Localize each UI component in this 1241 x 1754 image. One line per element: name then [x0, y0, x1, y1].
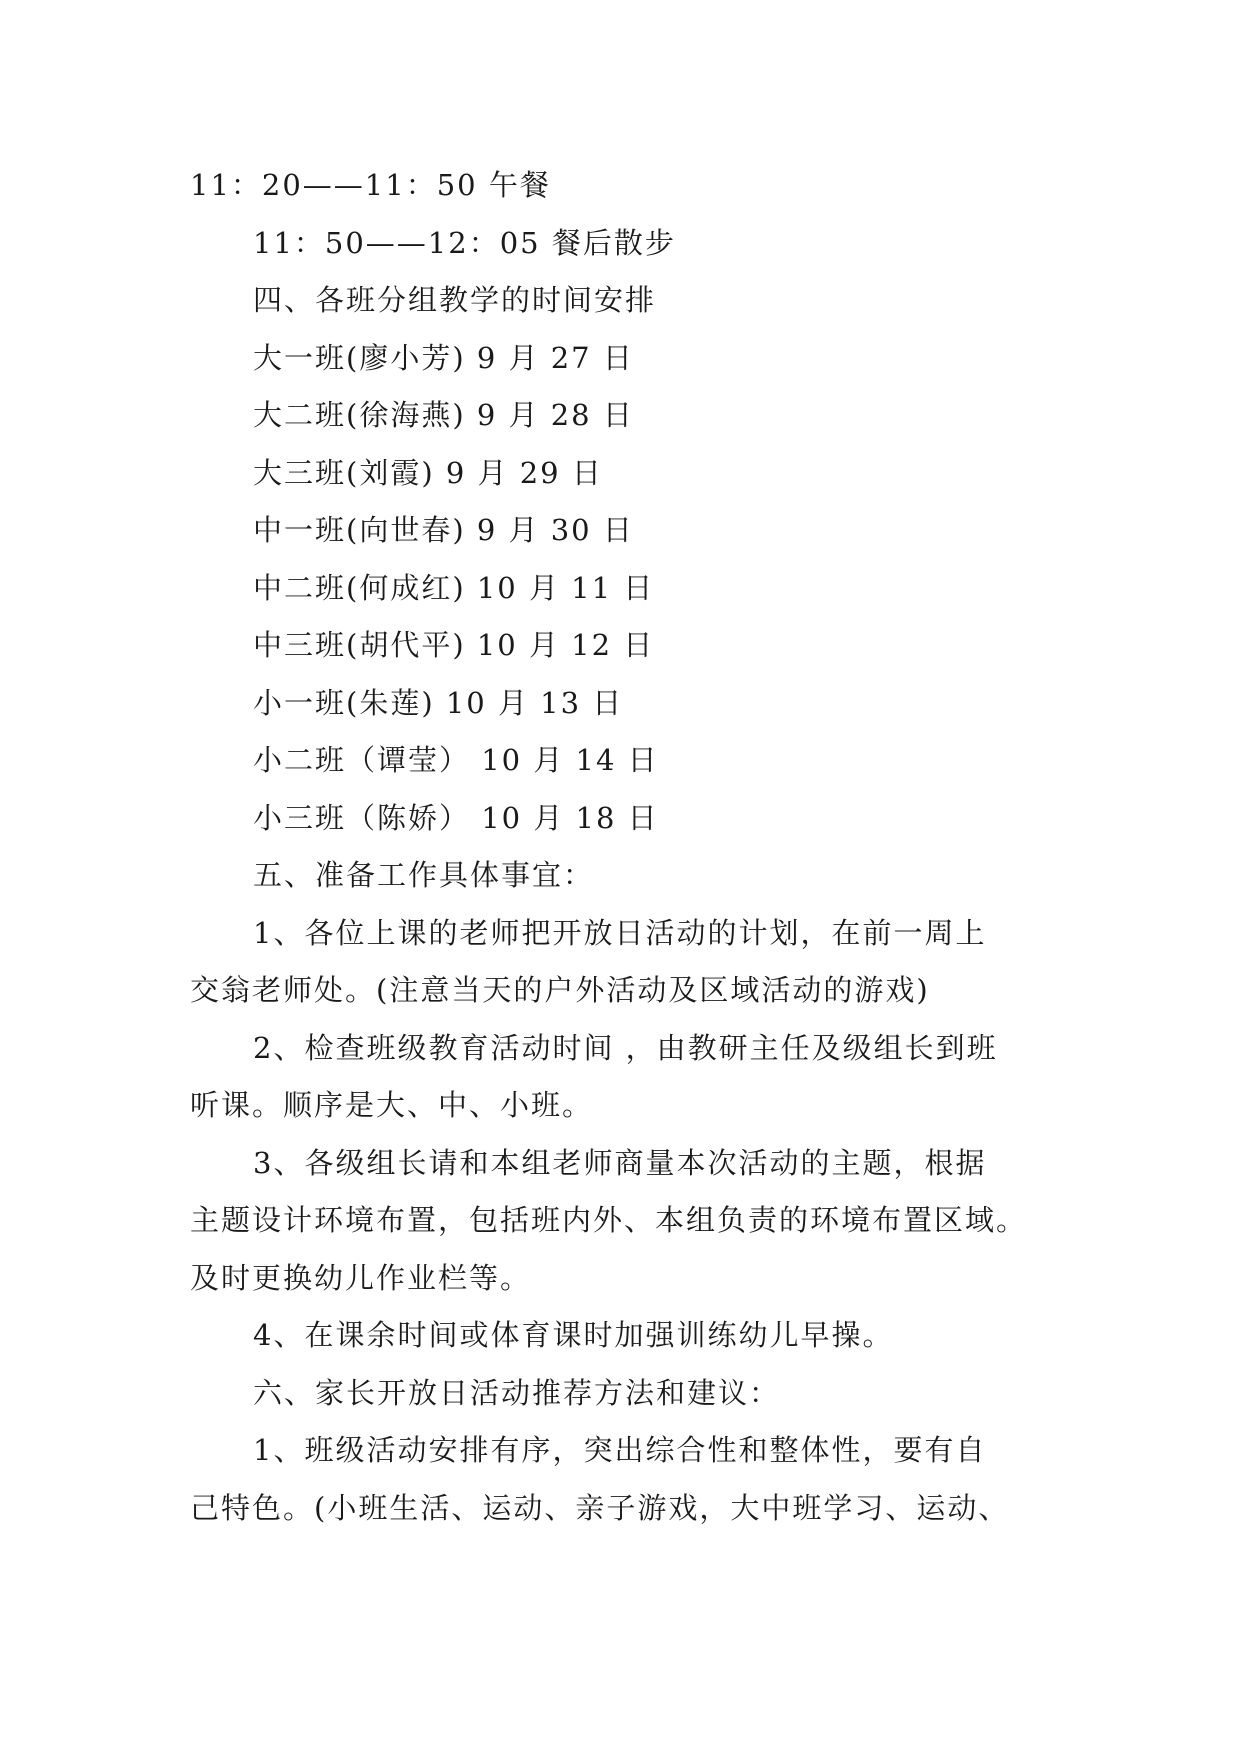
paragraph-line: 1、各位上课的老师把开放日活动的计划，在前一周上 [253, 916, 987, 950]
schedule-walk-line: 11：50——12：05 餐后散步 [253, 226, 676, 260]
class-schedule-item: 小一班(朱莲) 10 月 13 日 [253, 686, 624, 720]
class-schedule-item: 大三班(刘霞) 9 月 29 日 [253, 456, 603, 490]
class-schedule-item: 大二班(徐海燕) 9 月 28 日 [253, 398, 634, 432]
section-five-heading: 五、准备工作具体事宜： [253, 858, 595, 892]
paragraph-line: 3、各级组长请和本组老师商量本次活动的主题，根据 [253, 1146, 987, 1180]
section-six-heading: 六、家长开放日活动推荐方法和建议： [253, 1376, 781, 1410]
schedule-lunch-line: 11：20——11：50 午餐 [190, 168, 551, 202]
class-schedule-item: 大一班(廖小芳) 9 月 27 日 [253, 341, 634, 375]
paragraph-line: 及时更换幼儿作业栏等。 [190, 1261, 532, 1295]
class-schedule-item: 中一班(向世春) 9 月 30 日 [253, 513, 634, 547]
paragraph-line: 2、检查班级教育活动时间 ，由教研主任及级组长到班 [253, 1031, 998, 1065]
paragraph-line: 4、在课余时间或体育课时加强训练幼儿早操。 [253, 1318, 894, 1352]
paragraph-line: 听课。顺序是大、中、小班。 [190, 1088, 594, 1122]
class-schedule-item: 小二班（谭莹） 10 月 14 日 [253, 743, 659, 777]
paragraph-line: 1、班级活动安排有序，突出综合性和整体性，要有自 [253, 1433, 987, 1467]
class-schedule-item: 小三班（陈娇） 10 月 18 日 [253, 801, 659, 835]
paragraph-line: 交翁老师处。(注意当天的户外活动及区域活动的游戏) [190, 973, 930, 1007]
section-four-heading: 四、各班分组教学的时间安排 [253, 283, 657, 317]
paragraph-line: 主题设计环境布置，包括班内外、本组负责的环境布置区域。 [190, 1203, 1028, 1237]
paragraph-line: 己特色。(小班生活、运动、亲子游戏，大中班学习、运动、 [190, 1491, 1010, 1525]
class-schedule-item: 中三班(胡代平) 10 月 12 日 [253, 628, 655, 662]
class-schedule-item: 中二班(何成红) 10 月 11 日 [253, 571, 655, 605]
